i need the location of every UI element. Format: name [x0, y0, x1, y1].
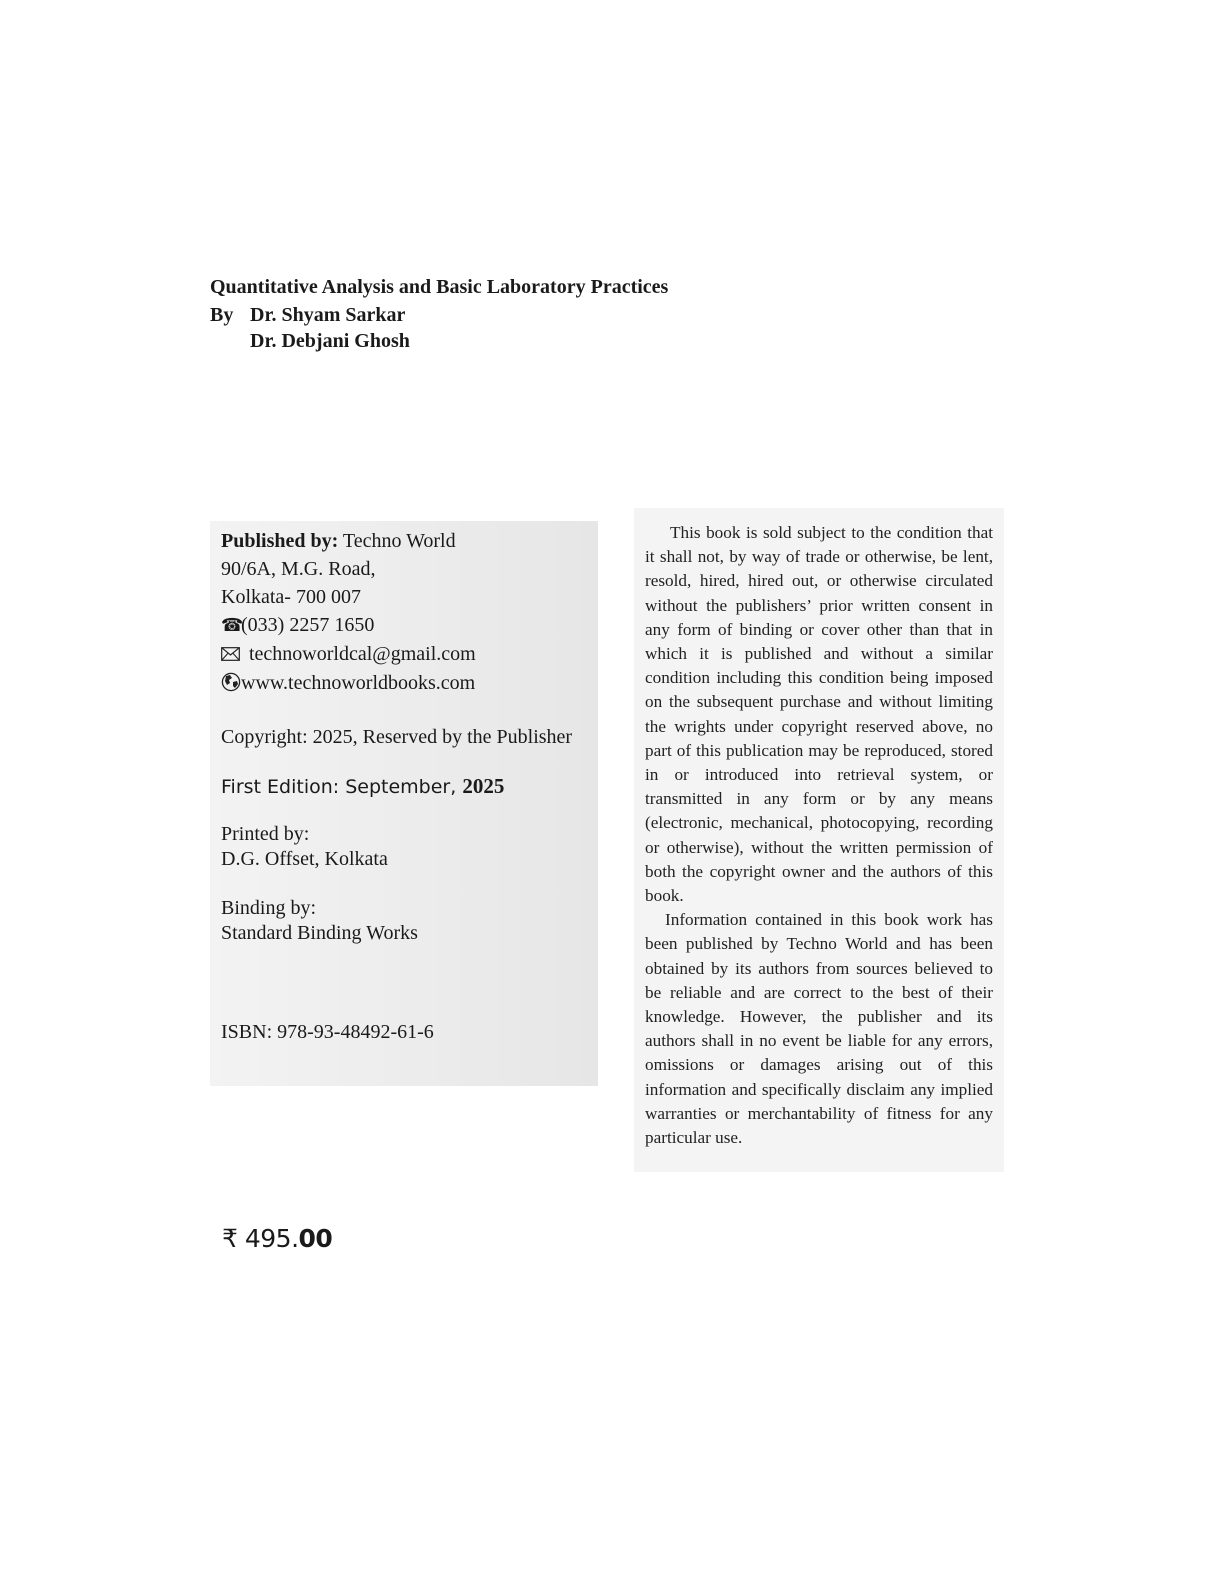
edition-line	[221, 772, 598, 801]
author-1: Dr. Shyam Sarkar	[250, 304, 406, 326]
phone-line	[221, 611, 598, 640]
author-line-2	[210, 328, 668, 354]
website-line	[221, 669, 598, 698]
author-line-1	[210, 302, 668, 328]
publisher-label: Published by:	[221, 530, 339, 552]
price	[222, 1224, 332, 1253]
rupee-symbol: ₹	[222, 1224, 238, 1253]
price-decimal: 00	[298, 1224, 333, 1253]
price-whole: 495.	[244, 1224, 299, 1253]
binding-block	[221, 896, 598, 946]
email-line	[221, 640, 598, 669]
printed-label: Printed by:	[221, 823, 310, 845]
isbn: ISBN: 978-93-48492-61-6	[221, 1021, 434, 1043]
legal-paragraph-1: This book is sold subject to the condition that it shall not, by way of trade or otherwise, be lent, resold, hired, hired out, or otherwise circulated without the publishers’ prior written consent in any form of binding or cover other than that in which it is published and without a similar condition including this condition being imposed on the subsequent purchase and without limiting the wrights under copyright reserved above, no part of this publication may be reproduced, stored in or introduced into retrieval system, or transmitted in any form or by any means (electronic, mechanical, photocopying, recording or otherwise), without the written permission of both the copyright owner and the authors of this book.	[645, 523, 993, 906]
website-url[interactable]: www.technoworldbooks.com	[241, 672, 476, 694]
binding-value: Standard Binding Works	[221, 922, 418, 944]
publisher-name: Techno World	[342, 530, 456, 552]
address-line-2: Kolkata- 700 007	[221, 586, 361, 608]
edition-year: 2025	[462, 774, 505, 798]
publisher-box	[210, 521, 598, 1086]
by-label: By	[210, 304, 234, 326]
publisher-line	[221, 527, 598, 555]
email-address[interactable]: technoworldcal@gmail.com	[249, 643, 476, 665]
envelope-icon	[221, 641, 241, 669]
book-title: Quantitative Analysis and Basic Laboratory Practices	[210, 276, 669, 298]
telephone-icon: ☎	[221, 615, 244, 636]
edition-label: First Edition: September,	[221, 776, 457, 798]
printed-block	[221, 822, 598, 872]
binding-label: Binding by:	[221, 897, 317, 919]
printed-value: D.G. Offset, Kolkata	[221, 848, 388, 870]
legal-paragraph-2: Information contained in this book work has been published by Techno World and has been obtained by its authors from sources believed to be reliable and are correct to the best of their knowledge. However, the publisher and its authors shall in no event be liable for any errors, omissions or damages arising out of this information and specifically disclaim any implied warranties or merchantability of fitness for any particular use.	[645, 910, 993, 1148]
legal-notice-box	[634, 508, 1004, 1172]
author-2: Dr. Debjani Ghosh	[250, 330, 410, 352]
copyright-line: Copyright: 2025, Reserved by the Publisher	[221, 726, 573, 748]
address-line-1: 90/6A, M.G. Road,	[221, 558, 376, 580]
phone-number: (033) 2257 1650	[241, 614, 375, 636]
globe-icon	[221, 670, 241, 698]
title-block	[210, 272, 668, 354]
